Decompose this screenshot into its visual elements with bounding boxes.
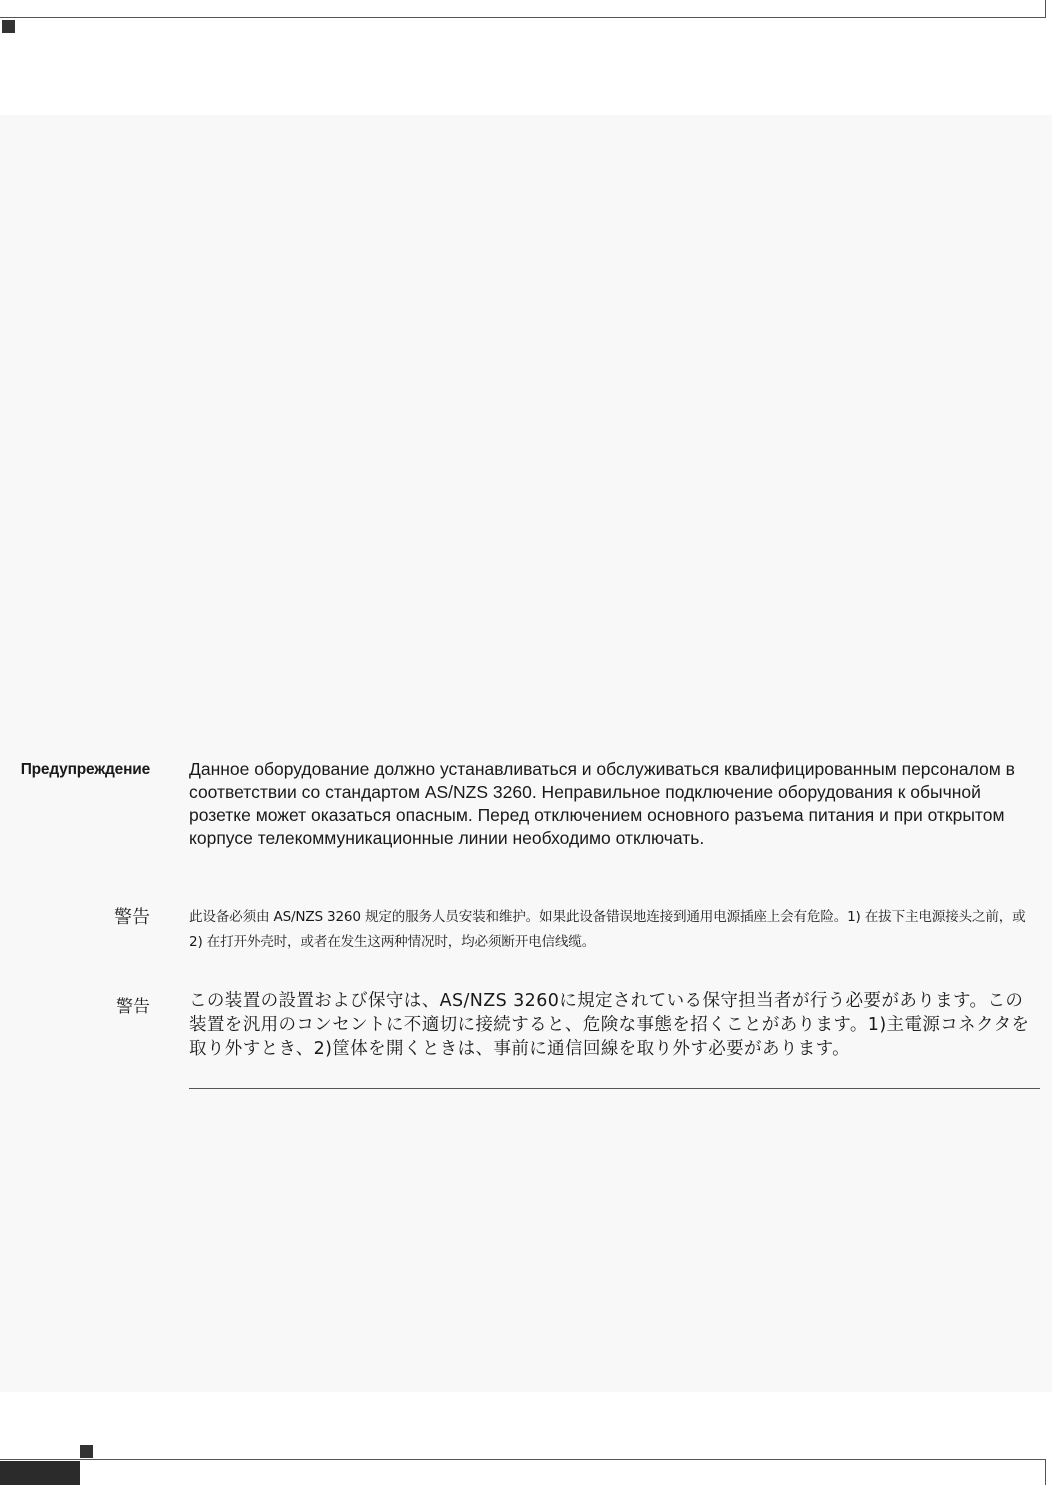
footer-page-tab	[0, 1461, 80, 1485]
header-marker	[2, 20, 15, 33]
content-panel	[0, 115, 1052, 1392]
header-rule	[0, 17, 1046, 18]
warning-text-russian: Данное оборудование должно устанавливаться и обслуживаться квалифицированным персоналом в соответствии со стандартом AS/NZS 3260. Неправильное подключение оборудования к обычной розетке может оказаться опасным. Перед отключением основного разъема питания и при открытом корпусе телекоммуникационные линии необходимо отключать.	[189, 759, 1015, 848]
header-rule-edge	[1045, 0, 1046, 18]
footer-rule	[0, 1459, 1046, 1460]
warning-text-chinese: 此设备必须由 AS/NZS 3260 规定的服务人员安装和维护。如果此设备错误地连接到通用电源插座上会有危险。1) 在拔下主电源接头之前，或 2) 在打开外壳时，或者在发生这两种情况时，均必须断开电信线缆。	[189, 909, 1026, 950]
warning-label-japanese: 警告	[116, 997, 150, 1017]
footer-rule-edge	[1045, 1459, 1046, 1485]
warning-label-chinese: 警告	[114, 907, 150, 928]
section-divider	[189, 1088, 1040, 1089]
warning-label-russian: Предупреждение	[20, 761, 150, 778]
warning-text-japanese: この装置の設置および保守は、AS/NZS 3260に規定されている保守担当者が行う必要があります。この装置を汎用のコンセントに不適切に接続すると、危険な事態を招くことがあります。1)主電源コネクタを取り外すとき、2)筐体を開くときは、事前に通信回線を取り外す必要があります。	[189, 991, 1030, 1059]
footer-marker	[80, 1445, 93, 1458]
